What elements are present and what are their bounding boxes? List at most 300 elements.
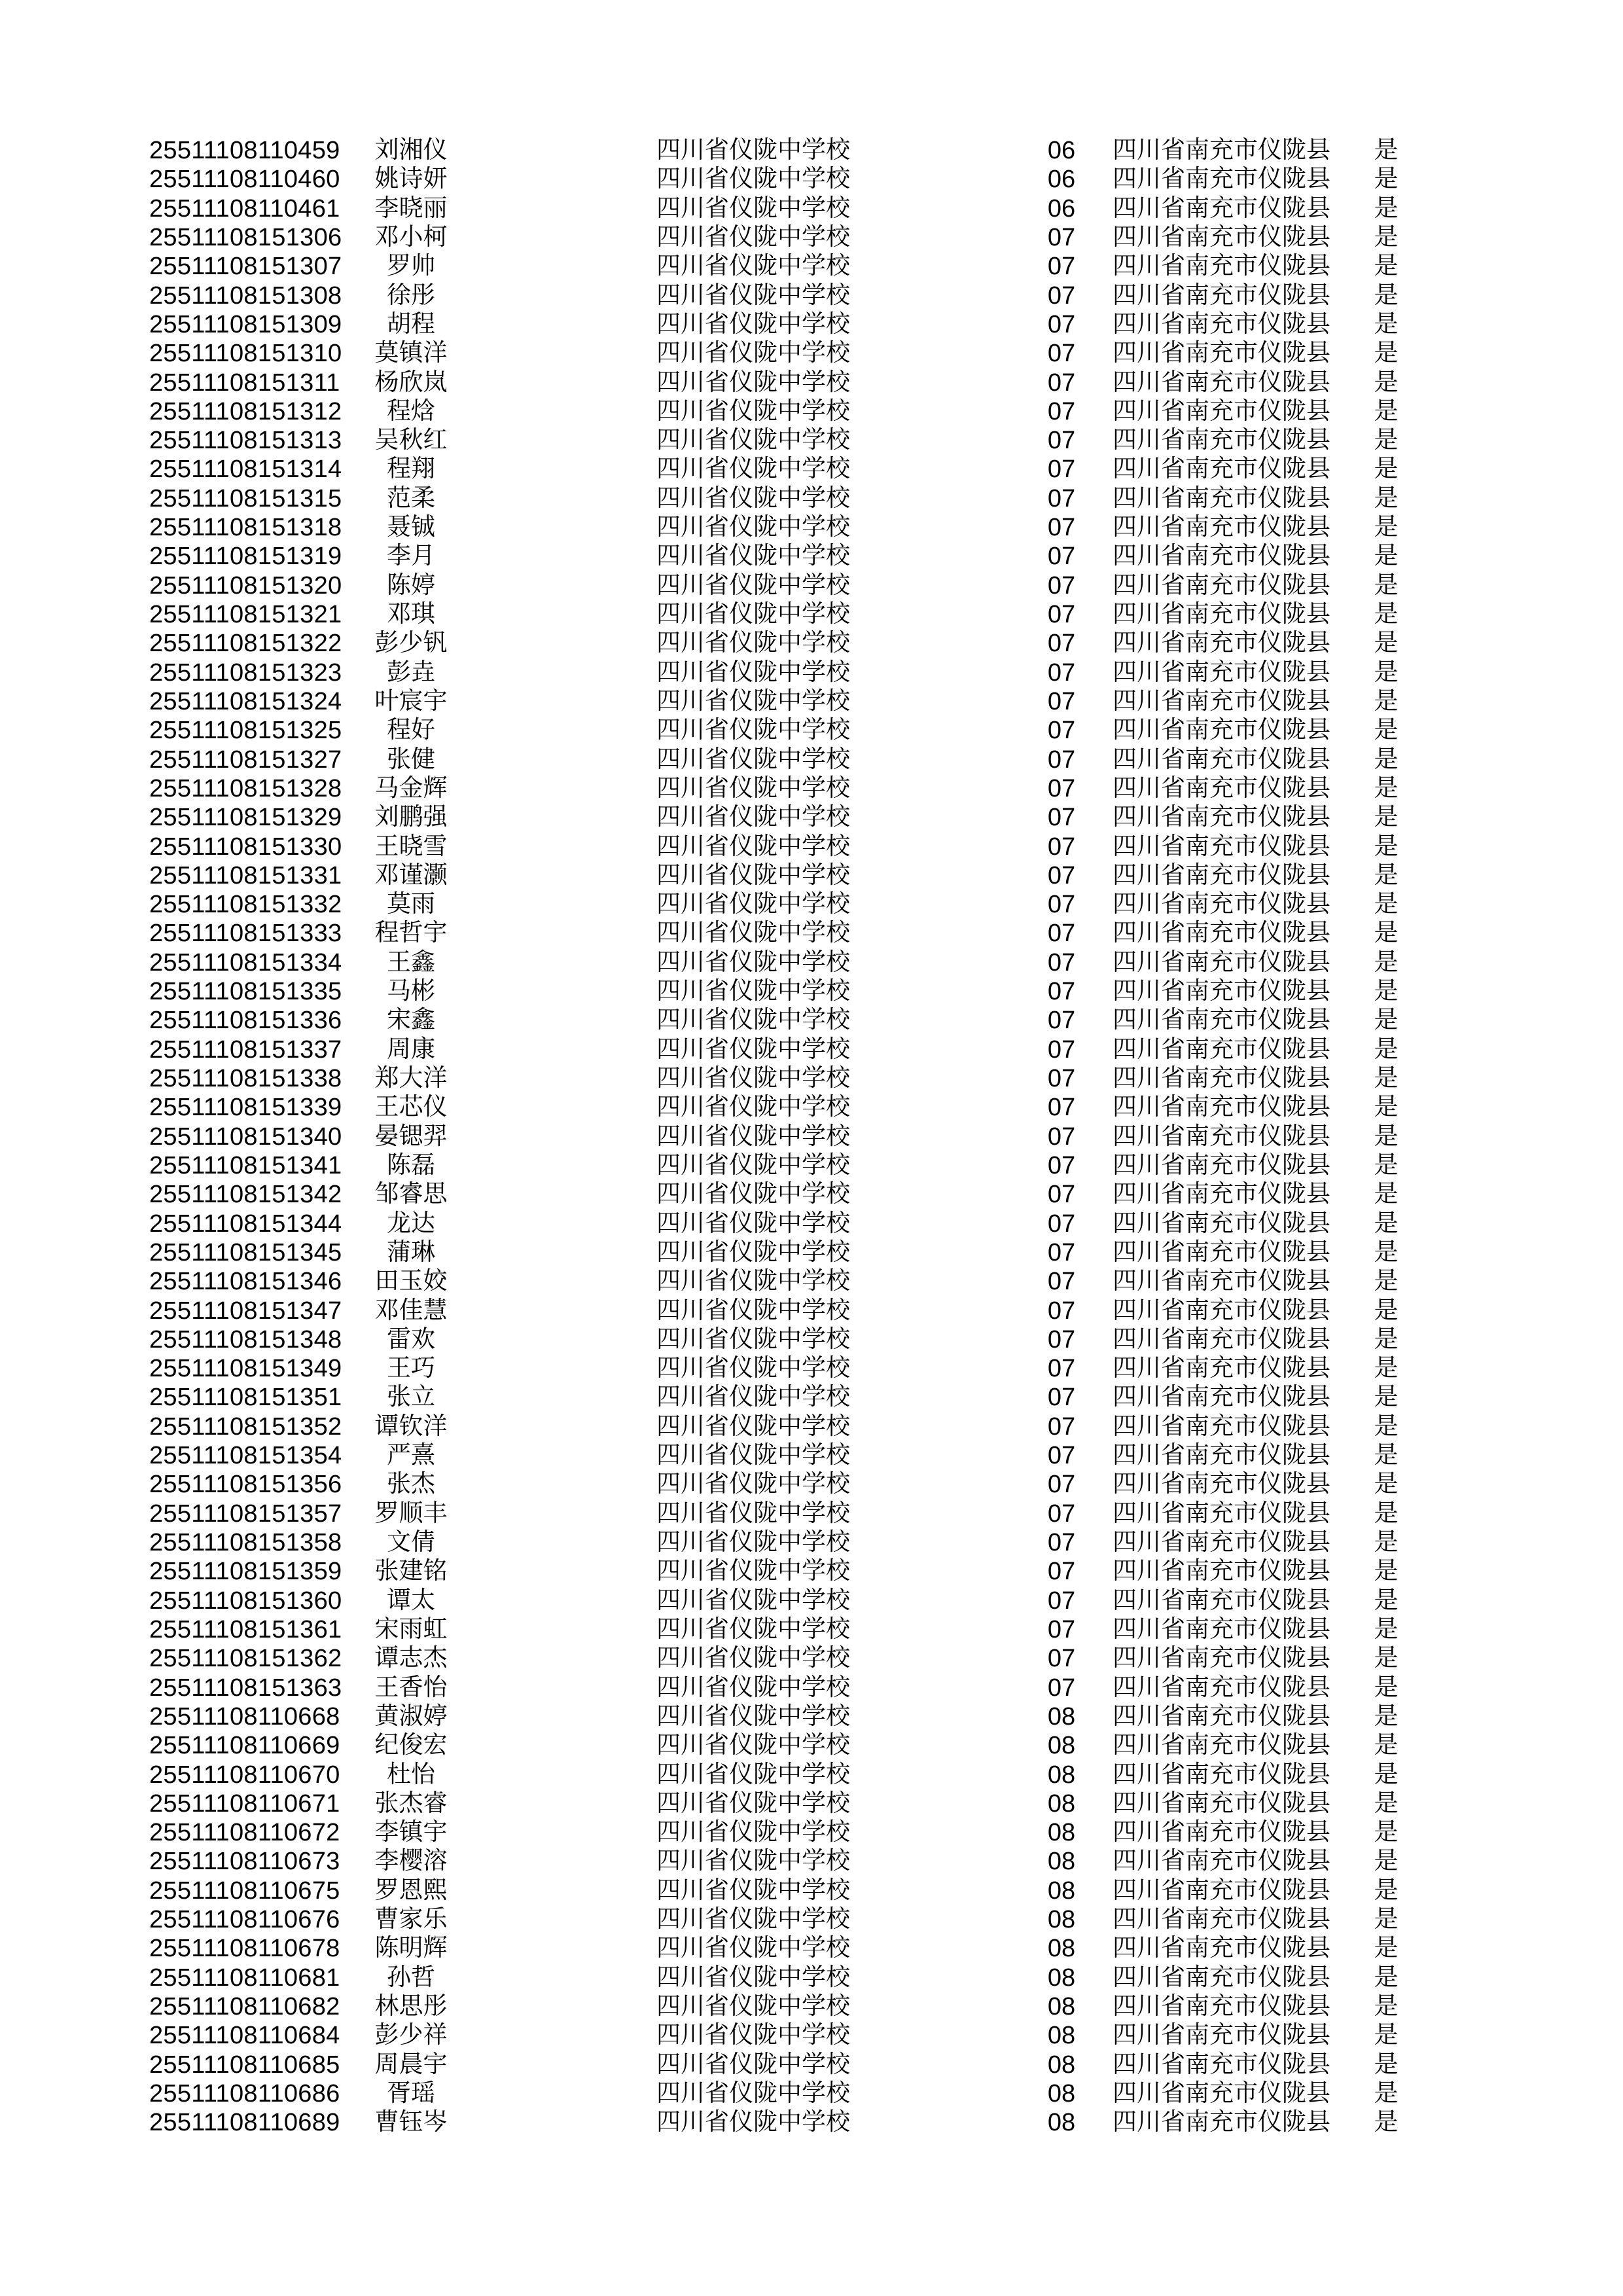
- class-number-cell: 07: [1047, 1558, 1076, 1586]
- class-number-cell: 08: [1047, 2022, 1076, 2050]
- confirm-flag-cell: 是: [1374, 920, 1399, 947]
- school-cell: 四川省仪陇中学校: [656, 1355, 850, 1382]
- confirm-flag-cell: 是: [1374, 1268, 1399, 1295]
- school-cell: 四川省仪陇中学校: [656, 514, 850, 541]
- school-cell: 四川省仪陇中学校: [656, 1035, 850, 1063]
- class-number-cell: 08: [1047, 1964, 1076, 1992]
- table-row: [0, 1267, 1623, 1296]
- school-cell: 四川省仪陇中学校: [656, 427, 850, 454]
- class-number-cell: 08: [1047, 1906, 1076, 1934]
- confirm-flag-cell: 是: [1374, 1876, 1399, 1904]
- confirm-flag-cell: 是: [1374, 1789, 1399, 1817]
- confirm-flag-cell: 是: [1374, 1238, 1399, 1266]
- table-row: [0, 1702, 1623, 1731]
- school-cell: 四川省仪陇中学校: [656, 1876, 850, 1904]
- table-row: [0, 136, 1623, 165]
- class-number-cell: 07: [1047, 687, 1076, 715]
- confirm-flag-cell: 是: [1374, 340, 1399, 367]
- class-number-cell: 08: [1047, 1732, 1076, 1760]
- candidate-id-cell: 25511108151337: [149, 1035, 342, 1064]
- school-cell: 四川省仪陇中学校: [656, 630, 850, 657]
- confirm-flag-cell: 是: [1374, 1210, 1399, 1237]
- school-cell: 四川省仪陇中学校: [656, 891, 850, 918]
- school-cell: 四川省仪陇中学校: [656, 223, 850, 251]
- class-number-cell: 08: [1047, 1876, 1076, 1905]
- candidate-name-cell: 邓小柯: [374, 223, 448, 251]
- class-number-cell: 07: [1047, 1181, 1076, 1209]
- candidate-name-cell: 陈婷: [387, 571, 435, 599]
- school-cell: 四川省仪陇中学校: [656, 1297, 850, 1324]
- class-number-cell: 07: [1047, 1035, 1076, 1064]
- table-row: [0, 455, 1623, 484]
- class-number-cell: 08: [1047, 1761, 1076, 1789]
- confirm-flag-cell: 是: [1374, 1355, 1399, 1382]
- candidate-name-cell: 姚诗妍: [374, 166, 448, 193]
- candidate-name-cell: 谭志杰: [374, 1645, 448, 1672]
- class-number-cell: 07: [1047, 1122, 1076, 1151]
- table-row: [0, 600, 1623, 629]
- candidate-name-cell: 刘鹏强: [374, 804, 448, 831]
- class-number-cell: 06: [1047, 194, 1076, 223]
- school-cell: 四川省仪陇中学校: [656, 948, 850, 976]
- class-number-cell: 07: [1047, 397, 1076, 425]
- school-cell: 四川省仪陇中学校: [656, 920, 850, 947]
- class-number-cell: 06: [1047, 137, 1076, 164]
- class-number-cell: 07: [1047, 1065, 1076, 1092]
- county-cell: 四川省南充市仪陇县: [1113, 571, 1330, 599]
- candidate-name-cell: 王晓雪: [374, 833, 448, 860]
- candidate-id-cell: 25511108151306: [149, 223, 342, 251]
- candidate-id-cell: 25511108151344: [149, 1210, 342, 1238]
- candidate-id-cell: 25511108151319: [149, 543, 342, 571]
- candidate-name-cell: 孙哲: [387, 1964, 435, 1991]
- class-number-cell: 07: [1047, 1238, 1076, 1266]
- candidate-id-cell: 25511108151347: [149, 1297, 342, 1325]
- class-number-cell: 08: [1047, 2109, 1076, 2137]
- table-row: [0, 1761, 1623, 1789]
- school-cell: 四川省仪陇中学校: [656, 1732, 850, 1759]
- county-cell: 四川省南充市仪陇县: [1113, 1819, 1330, 1846]
- school-cell: 四川省仪陇中学校: [656, 2022, 850, 2049]
- candidate-name-cell: 文倩: [387, 1529, 435, 1556]
- candidate-id-cell: 25511108110670: [149, 1761, 340, 1789]
- county-cell: 四川省南充市仪陇县: [1113, 658, 1330, 686]
- table-row: [0, 165, 1623, 194]
- confirm-flag-cell: 是: [1374, 861, 1399, 889]
- candidate-id-cell: 25511108151332: [149, 891, 342, 919]
- table-row: [0, 1731, 1623, 1760]
- table-row: [0, 1064, 1623, 1093]
- table-row: [0, 658, 1623, 687]
- school-cell: 四川省仪陇中学校: [656, 861, 850, 889]
- candidate-name-cell: 陈明辉: [374, 1935, 448, 1962]
- confirm-flag-cell: 是: [1374, 368, 1399, 396]
- table-row: [0, 774, 1623, 803]
- candidate-id-cell: 25511108151309: [149, 310, 342, 338]
- class-number-cell: 07: [1047, 281, 1076, 310]
- confirm-flag-cell: 是: [1374, 1325, 1399, 1353]
- candidate-id-cell: 25511108151361: [149, 1615, 342, 1643]
- candidate-id-cell: 25511108151307: [149, 253, 342, 281]
- county-cell: 四川省南充市仪陇县: [1113, 1122, 1330, 1150]
- candidate-id-cell: 25511108151360: [149, 1587, 342, 1615]
- class-number-cell: 07: [1047, 571, 1076, 600]
- school-cell: 四川省仪陇中学校: [656, 571, 850, 599]
- school-cell: 四川省仪陇中学校: [656, 1789, 850, 1817]
- confirm-flag-cell: 是: [1374, 1499, 1399, 1527]
- candidate-name-cell: 马彬: [387, 978, 435, 1005]
- candidate-name-cell: 彭少钒: [374, 630, 448, 657]
- candidate-id-cell: 25511108151359: [149, 1558, 342, 1586]
- class-number-cell: 08: [1047, 1935, 1076, 1963]
- candidate-id-cell: 25511108110460: [149, 166, 340, 194]
- confirm-flag-cell: 是: [1374, 1993, 1399, 2020]
- candidate-id-cell: 25511108151311: [149, 368, 340, 397]
- candidate-id-cell: 25511108151351: [149, 1384, 342, 1412]
- county-cell: 四川省南充市仪陇县: [1113, 1876, 1330, 1904]
- county-cell: 四川省南充市仪陇县: [1113, 1065, 1330, 1092]
- school-cell: 四川省仪陇中学校: [656, 804, 850, 831]
- county-cell: 四川省南充市仪陇县: [1113, 253, 1330, 280]
- table-row: [0, 1151, 1623, 1180]
- confirm-flag-cell: 是: [1374, 310, 1399, 338]
- class-number-cell: 07: [1047, 1384, 1076, 1412]
- candidate-name-cell: 张健: [387, 745, 435, 773]
- class-number-cell: 07: [1047, 833, 1076, 861]
- table-row: [0, 1615, 1623, 1644]
- school-cell: 四川省仪陇中学校: [656, 456, 850, 483]
- confirm-flag-cell: 是: [1374, 1761, 1399, 1788]
- candidate-name-cell: 雷欢: [387, 1325, 435, 1353]
- candidate-id-cell: 25511108151324: [149, 687, 342, 715]
- confirm-flag-cell: 是: [1374, 1587, 1399, 1614]
- table-row: [0, 861, 1623, 890]
- candidate-name-cell: 严熹: [387, 1442, 435, 1469]
- county-cell: 四川省南充市仪陇县: [1113, 368, 1330, 396]
- confirm-flag-cell: 是: [1374, 1471, 1399, 1498]
- table-row: [0, 513, 1623, 542]
- candidate-name-cell: 李镇宇: [374, 1819, 448, 1846]
- county-cell: 四川省南充市仪陇县: [1113, 2079, 1330, 2107]
- candidate-id-cell: 25511108110684: [149, 2022, 340, 2050]
- county-cell: 四川省南充市仪陇县: [1113, 1355, 1330, 1382]
- candidate-id-cell: 25511108110682: [149, 1993, 340, 2020]
- class-number-cell: 07: [1047, 948, 1076, 977]
- county-cell: 四川省南充市仪陇县: [1113, 1935, 1330, 1962]
- candidate-name-cell: 彭垚: [387, 658, 435, 686]
- school-cell: 四川省仪陇中学校: [656, 2079, 850, 2107]
- county-cell: 四川省南充市仪陇县: [1113, 1645, 1330, 1672]
- class-number-cell: 07: [1047, 1151, 1076, 1179]
- candidate-id-cell: 25511108110461: [149, 194, 340, 223]
- confirm-flag-cell: 是: [1374, 1906, 1399, 1933]
- school-cell: 四川省仪陇中学校: [656, 1181, 850, 1208]
- candidate-id-cell: 25511108110685: [149, 2051, 340, 2079]
- table-row: [0, 1325, 1623, 1354]
- table-row: [0, 484, 1623, 513]
- candidate-id-cell: 25511108151336: [149, 1007, 342, 1035]
- table-row: [0, 1905, 1623, 1934]
- county-cell: 四川省南充市仪陇县: [1113, 1181, 1330, 1208]
- county-cell: 四川省南充市仪陇县: [1113, 484, 1330, 512]
- table-row: [0, 1210, 1623, 1238]
- county-cell: 四川省南充市仪陇县: [1113, 948, 1330, 976]
- table-row: [0, 2051, 1623, 2079]
- candidate-name-cell: 李晓丽: [374, 194, 448, 222]
- table-row: [0, 1499, 1623, 1528]
- class-number-cell: 07: [1047, 368, 1076, 397]
- confirm-flag-cell: 是: [1374, 514, 1399, 541]
- candidate-name-cell: 王芯仪: [374, 1094, 448, 1121]
- confirm-flag-cell: 是: [1374, 978, 1399, 1005]
- school-cell: 四川省仪陇中学校: [656, 310, 850, 338]
- table-row: [0, 1644, 1623, 1673]
- county-cell: 四川省南充市仪陇县: [1113, 397, 1330, 425]
- candidate-name-cell: 李樱溶: [374, 1848, 448, 1875]
- candidate-id-cell: 25511108151363: [149, 1674, 342, 1702]
- candidate-id-cell: 25511108151358: [149, 1529, 342, 1556]
- candidate-name-cell: 张立: [387, 1384, 435, 1411]
- school-cell: 四川省仪陇中学校: [656, 543, 850, 570]
- class-number-cell: 08: [1047, 2079, 1076, 2108]
- confirm-flag-cell: 是: [1374, 1732, 1399, 1759]
- table-row: [0, 716, 1623, 745]
- school-cell: 四川省仪陇中学校: [656, 340, 850, 367]
- confirm-flag-cell: 是: [1374, 1122, 1399, 1150]
- table-row: [0, 833, 1623, 861]
- class-number-cell: 07: [1047, 1094, 1076, 1122]
- school-cell: 四川省仪陇中学校: [656, 1210, 850, 1237]
- county-cell: 四川省南充市仪陇县: [1113, 1732, 1330, 1759]
- school-cell: 四川省仪陇中学校: [656, 281, 850, 309]
- class-number-cell: 07: [1047, 223, 1076, 251]
- confirm-flag-cell: 是: [1374, 658, 1399, 686]
- confirm-flag-cell: 是: [1374, 948, 1399, 976]
- candidate-name-cell: 罗恩熙: [374, 1876, 448, 1904]
- county-cell: 四川省南充市仪陇县: [1113, 1761, 1330, 1788]
- confirm-flag-cell: 是: [1374, 2109, 1399, 2136]
- class-number-cell: 07: [1047, 978, 1076, 1006]
- confirm-flag-cell: 是: [1374, 717, 1399, 744]
- candidate-id-cell: 25511108110678: [149, 1935, 340, 1963]
- class-number-cell: 07: [1047, 745, 1076, 774]
- class-number-cell: 07: [1047, 427, 1076, 455]
- school-cell: 四川省仪陇中学校: [656, 397, 850, 425]
- class-number-cell: 07: [1047, 514, 1076, 542]
- county-cell: 四川省南充市仪陇县: [1113, 1238, 1330, 1266]
- candidate-id-cell: 25511108151340: [149, 1122, 342, 1151]
- class-number-cell: 08: [1047, 1819, 1076, 1847]
- confirm-flag-cell: 是: [1374, 1412, 1399, 1440]
- candidate-name-cell: 范柔: [387, 484, 435, 512]
- county-cell: 四川省南充市仪陇县: [1113, 1558, 1330, 1585]
- class-number-cell: 07: [1047, 1210, 1076, 1238]
- school-cell: 四川省仪陇中学校: [656, 1674, 850, 1701]
- candidate-id-cell: 25511108151314: [149, 456, 342, 484]
- county-cell: 四川省南充市仪陇县: [1113, 833, 1330, 860]
- table-row: [0, 252, 1623, 281]
- county-cell: 四川省南充市仪陇县: [1113, 774, 1330, 802]
- candidate-id-cell: 25511108151348: [149, 1325, 342, 1354]
- confirm-flag-cell: 是: [1374, 2022, 1399, 2049]
- county-cell: 四川省南充市仪陇县: [1113, 543, 1330, 570]
- candidate-id-cell: 25511108151323: [149, 658, 342, 687]
- county-cell: 四川省南充市仪陇县: [1113, 1789, 1330, 1817]
- candidate-id-cell: 25511108151341: [149, 1151, 342, 1179]
- candidate-id-cell: 25511108151357: [149, 1499, 342, 1528]
- candidate-name-cell: 程好: [387, 717, 435, 744]
- confirm-flag-cell: 是: [1374, 1935, 1399, 1962]
- candidate-name-cell: 宋雨虹: [374, 1615, 448, 1643]
- county-cell: 四川省南充市仪陇县: [1113, 1674, 1330, 1701]
- candidate-id-cell: 25511108151349: [149, 1355, 342, 1383]
- county-cell: 四川省南充市仪陇县: [1113, 1964, 1330, 1991]
- county-cell: 四川省南充市仪陇县: [1113, 2051, 1330, 2078]
- county-cell: 四川省南充市仪陇县: [1113, 1151, 1330, 1179]
- county-cell: 四川省南充市仪陇县: [1113, 630, 1330, 657]
- confirm-flag-cell: 是: [1374, 223, 1399, 251]
- confirm-flag-cell: 是: [1374, 1007, 1399, 1034]
- class-number-cell: 07: [1047, 1645, 1076, 1673]
- school-cell: 四川省仪陇中学校: [656, 1819, 850, 1846]
- school-cell: 四川省仪陇中学校: [656, 1964, 850, 1991]
- table-row: [0, 339, 1623, 368]
- candidate-name-cell: 邹睿思: [374, 1181, 448, 1208]
- table-row: [0, 542, 1623, 571]
- candidate-id-cell: 25511108151327: [149, 745, 342, 774]
- class-number-cell: 07: [1047, 630, 1076, 658]
- candidate-id-cell: 25511108151331: [149, 861, 342, 889]
- table-row: [0, 1557, 1623, 1586]
- class-number-cell: 07: [1047, 1325, 1076, 1354]
- confirm-flag-cell: 是: [1374, 2051, 1399, 2078]
- candidate-name-cell: 邓佳慧: [374, 1297, 448, 1324]
- class-number-cell: 08: [1047, 1993, 1076, 2020]
- candidate-id-cell: 25511108110459: [149, 137, 340, 164]
- candidate-id-cell: 25511108151308: [149, 281, 342, 310]
- confirm-flag-cell: 是: [1374, 1702, 1399, 1730]
- confirm-flag-cell: 是: [1374, 891, 1399, 918]
- candidate-id-cell: 25511108151315: [149, 484, 342, 512]
- confirm-flag-cell: 是: [1374, 194, 1399, 222]
- class-number-cell: 07: [1047, 1674, 1076, 1702]
- school-cell: 四川省仪陇中学校: [656, 368, 850, 396]
- table-row: [0, 397, 1623, 426]
- confirm-flag-cell: 是: [1374, 1615, 1399, 1643]
- confirm-flag-cell: 是: [1374, 1094, 1399, 1121]
- school-cell: 四川省仪陇中学校: [656, 1993, 850, 2020]
- school-cell: 四川省仪陇中学校: [656, 1412, 850, 1440]
- class-number-cell: 07: [1047, 1499, 1076, 1528]
- candidate-name-cell: 曹钰岑: [374, 2109, 448, 2136]
- county-cell: 四川省南充市仪陇县: [1113, 1906, 1330, 1933]
- school-cell: 四川省仪陇中学校: [656, 774, 850, 802]
- class-number-cell: 08: [1047, 1789, 1076, 1818]
- candidate-id-cell: 25511108151334: [149, 948, 342, 977]
- candidate-name-cell: 徐彤: [387, 281, 435, 309]
- table-row: [0, 1441, 1623, 1470]
- table-row: [0, 194, 1623, 223]
- candidate-id-cell: 25511108110676: [149, 1906, 340, 1934]
- table-row: [0, 368, 1623, 397]
- table-row: [0, 1847, 1623, 1876]
- school-cell: 四川省仪陇中学校: [656, 253, 850, 280]
- county-cell: 四川省南充市仪陇县: [1113, 978, 1330, 1005]
- county-cell: 四川省南充市仪陇县: [1113, 1499, 1330, 1527]
- county-cell: 四川省南充市仪陇县: [1113, 1412, 1330, 1440]
- county-cell: 四川省南充市仪陇县: [1113, 310, 1330, 338]
- confirm-flag-cell: 是: [1374, 543, 1399, 570]
- candidate-id-cell: 25511108151329: [149, 804, 342, 832]
- table-row: [0, 1789, 1623, 1818]
- county-cell: 四川省南充市仪陇县: [1113, 601, 1330, 628]
- candidate-name-cell: 龙达: [387, 1210, 435, 1237]
- candidate-name-cell: 谭钦洋: [374, 1412, 448, 1440]
- school-cell: 四川省仪陇中学校: [656, 1935, 850, 1962]
- candidate-id-cell: 25511108151310: [149, 340, 342, 368]
- county-cell: 四川省南充市仪陇县: [1113, 1268, 1330, 1295]
- confirm-flag-cell: 是: [1374, 745, 1399, 773]
- school-cell: 四川省仪陇中学校: [656, 1384, 850, 1411]
- school-cell: 四川省仪陇中学校: [656, 1906, 850, 1933]
- candidate-id-cell: 25511108110668: [149, 1702, 340, 1731]
- confirm-flag-cell: 是: [1374, 1558, 1399, 1585]
- table-row: [0, 310, 1623, 339]
- candidate-id-cell: 25511108151325: [149, 717, 342, 745]
- county-cell: 四川省南充市仪陇县: [1113, 861, 1330, 889]
- confirm-flag-cell: 是: [1374, 630, 1399, 657]
- county-cell: 四川省南充市仪陇县: [1113, 1993, 1330, 2020]
- candidate-id-cell: 25511108151318: [149, 514, 342, 542]
- county-cell: 四川省南充市仪陇县: [1113, 1848, 1330, 1875]
- confirm-flag-cell: 是: [1374, 2079, 1399, 2107]
- confirm-flag-cell: 是: [1374, 1848, 1399, 1875]
- table-row: [0, 1528, 1623, 1557]
- table-row: [0, 1964, 1623, 1992]
- candidate-name-cell: 杨欣岚: [374, 368, 448, 396]
- candidate-name-cell: 王鑫: [387, 948, 435, 976]
- school-cell: 四川省仪陇中学校: [656, 978, 850, 1005]
- class-number-cell: 07: [1047, 1268, 1076, 1296]
- confirm-flag-cell: 是: [1374, 1645, 1399, 1672]
- class-number-cell: 07: [1047, 1529, 1076, 1556]
- candidate-name-cell: 刘湘仪: [374, 137, 448, 164]
- school-cell: 四川省仪陇中学校: [656, 1702, 850, 1730]
- table-row: [0, 1383, 1623, 1412]
- confirm-flag-cell: 是: [1374, 1151, 1399, 1179]
- county-cell: 四川省南充市仪陇县: [1113, 1035, 1330, 1063]
- county-cell: 四川省南充市仪陇县: [1113, 1325, 1330, 1353]
- school-cell: 四川省仪陇中学校: [656, 1761, 850, 1788]
- county-cell: 四川省南充市仪陇县: [1113, 804, 1330, 831]
- table-row: [0, 890, 1623, 919]
- confirm-flag-cell: 是: [1374, 1384, 1399, 1411]
- table-row: [0, 1006, 1623, 1035]
- school-cell: 四川省仪陇中学校: [656, 1499, 850, 1527]
- school-cell: 四川省仪陇中学校: [656, 687, 850, 715]
- school-cell: 四川省仪陇中学校: [656, 2051, 850, 2078]
- candidate-name-cell: 程哲宇: [374, 920, 448, 947]
- class-number-cell: 07: [1047, 658, 1076, 687]
- county-cell: 四川省南充市仪陇县: [1113, 920, 1330, 947]
- table-row: [0, 1180, 1623, 1209]
- county-cell: 四川省南充市仪陇县: [1113, 1471, 1330, 1498]
- candidate-name-cell: 张杰: [387, 1471, 435, 1498]
- candidate-name-cell: 宋鑫: [387, 1007, 435, 1034]
- candidate-name-cell: 纪俊宏: [374, 1732, 448, 1759]
- school-cell: 四川省仪陇中学校: [656, 2109, 850, 2136]
- class-number-cell: 07: [1047, 310, 1076, 338]
